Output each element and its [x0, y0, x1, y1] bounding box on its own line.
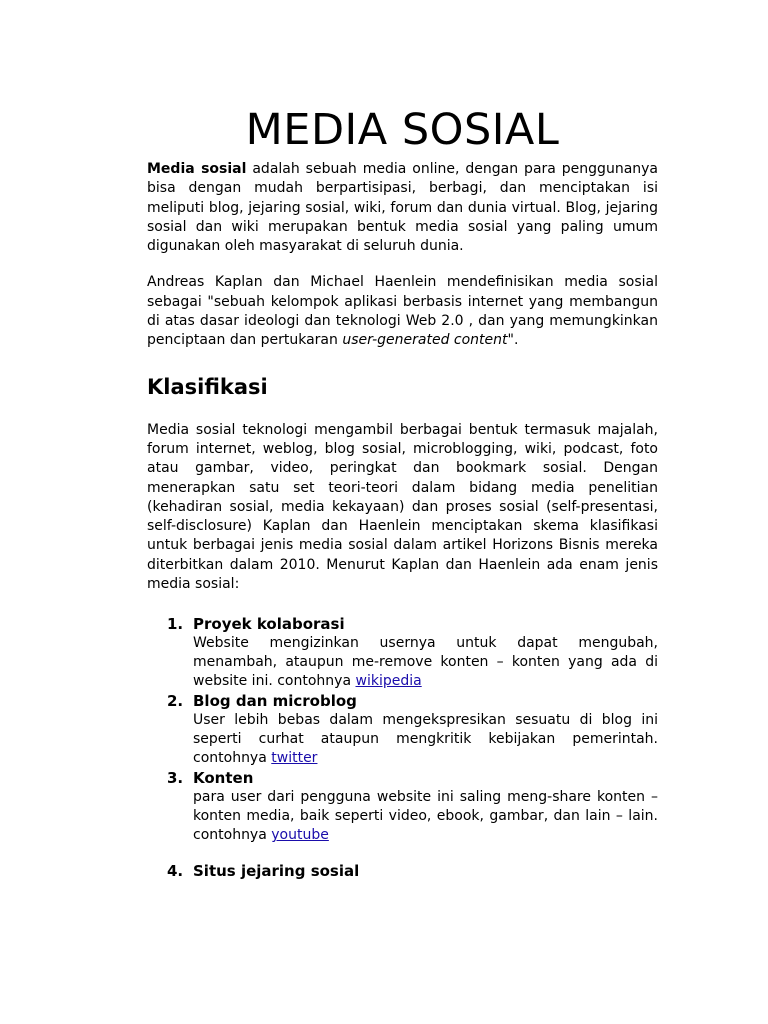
media-types-list: [147, 614, 658, 881]
list-item-number: 1.: [167, 615, 184, 634]
intro-paragraph: [147, 160, 658, 256]
definition-text-end: ".: [507, 332, 519, 349]
intro-text: adalah sebuah media online, dengan para penggunanya bisa dengan mudah berpartisipasi, berbagi, dan menciptakan isi meliputi blog, jejaring sosial, wiki, forum dan dunia virtual. Blog, jejaring sosial dan wiki merupakan bentuk media sosial yang paling umum digunakan oleh masyarakat di seluruh dunia.: [147, 161, 659, 255]
definition-paragraph: [147, 273, 658, 350]
list-item-title: Situs jejaring sosial: [193, 862, 360, 881]
list-item-number: 3.: [167, 769, 184, 788]
document-body: [147, 100, 658, 881]
list-item-title: Blog dan microblog: [193, 692, 357, 711]
section-spacer: [147, 403, 658, 421]
list-item-text: User lebih bebas dalam mengekspresikan sesuatu di blog ini seperti curhat ataupun mengkritik kebijakan pemerintah. contohnya: [193, 712, 658, 767]
classification-paragraph: Media sosial teknologi mengambil berbagai bentuk termasuk majalah, forum internet, weblog, blog sosial, microblogging, wiki, podcast, foto atau gambar, video, peringkat dan bookmark sosial. Dengan menerapkan satu set teori-teori dalam bidang media penelitian (kehadiran sosial, media kekayaan) dan proses sosial (self-presentasi, self-disclosure) Kaplan dan Haenlein menciptakan skema klasifikasi untuk berbagai jenis media sosial dalam artikel Horizons Bisnis mereka diterbitkan dalam 2010. Menurut Kaplan dan Haenlein ada enam jenis media sosial:: [147, 421, 658, 593]
list-item-text: Website mengizinkan usernya untuk dapat mengubah, menambah, ataupun me-remove konten – konten yang ada di website ini. contohnya: [193, 635, 658, 690]
list-item: [147, 861, 658, 881]
definition-text: Andreas Kaplan dan Michael Haenlein mendefinisikan media sosial sebagai "sebuah kelompok aplikasi berbasis internet yang membangun di atas dasar ideologi dan teknologi Web 2.0 , dan yang memungkinkan penciptaan dan pertukaran: [147, 274, 658, 349]
list-item: [147, 614, 658, 691]
wikipedia-link[interactable]: wikipedia: [355, 673, 422, 690]
list-item-number: 2.: [167, 692, 184, 711]
list-item: [147, 691, 658, 768]
page-title: MEDIA SOSIAL: [245, 105, 560, 155]
list-item-description: [193, 634, 658, 691]
twitter-link[interactable]: twitter: [271, 750, 318, 767]
section-heading-klasifikasi: Klasifikasi: [147, 374, 268, 399]
list-item-title: Konten: [193, 769, 254, 788]
youtube-link[interactable]: youtube: [271, 827, 329, 844]
definition-italic-term: user-generated content: [342, 332, 508, 349]
list-item-text: para user dari pengguna website ini saling meng-share konten – konten media, baik seperti video, ebook, gambar, dan lain – lain. contohnya: [193, 789, 658, 844]
intro-lead-term: Media sosial: [147, 161, 247, 177]
list-item-description: [193, 788, 658, 845]
list-item-title: Proyek kolaborasi: [193, 615, 345, 634]
list-item-description: [193, 711, 658, 768]
list-item-number: 4.: [167, 862, 184, 881]
list-item: [147, 768, 658, 845]
